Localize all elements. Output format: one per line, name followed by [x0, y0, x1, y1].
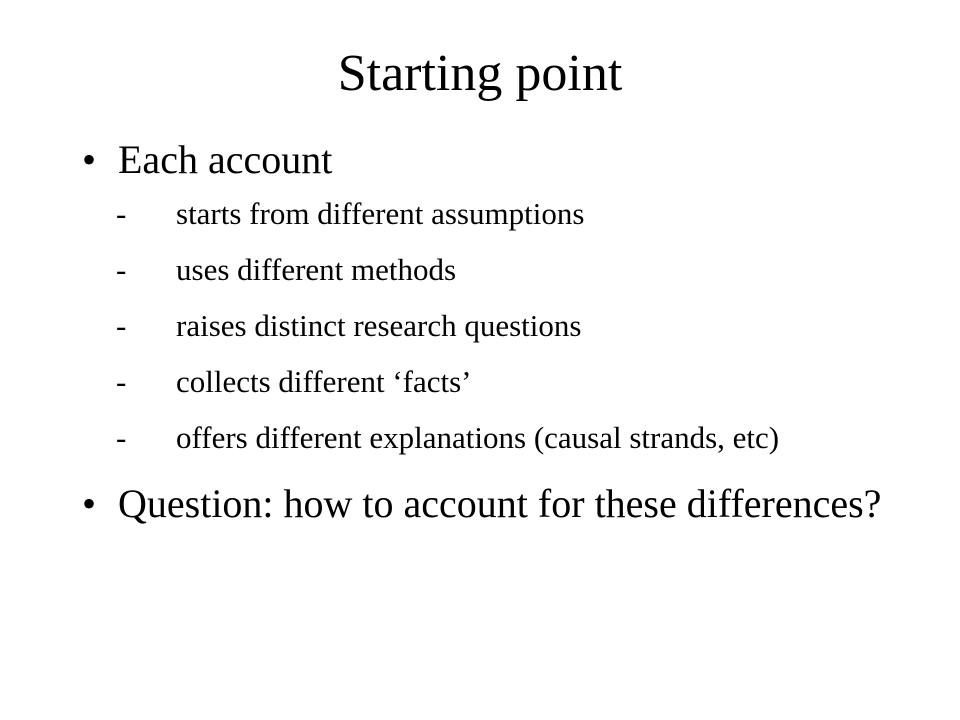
sub-bullet-item [82, 364, 922, 400]
bullet-item [82, 138, 922, 182]
bullet-item [82, 482, 922, 526]
sub-bullet-item [82, 420, 922, 456]
sub-bullet-text: uses different methods [176, 252, 457, 287]
slide-body [82, 138, 922, 526]
sub-bullet-text: offers different explanations (causal strands, etc) [176, 420, 780, 455]
dash-marker: - [116, 364, 127, 399]
bullet-text: Each account [118, 137, 333, 182]
bullet-marker: • [82, 481, 97, 526]
bullet-marker: • [82, 137, 97, 182]
dash-marker: - [116, 420, 127, 455]
sub-bullet-text: starts from different assumptions [176, 196, 585, 231]
sub-bullet-item [82, 308, 922, 344]
sub-bullet-item [82, 196, 922, 232]
sub-bullet-text: collects different ‘facts’ [176, 364, 472, 399]
slide-title: Starting point [337, 45, 623, 102]
sub-bullet-list [82, 196, 922, 456]
sub-bullet-text: raises distinct research questions [176, 308, 582, 343]
dash-marker: - [116, 308, 127, 343]
sub-bullet-item [82, 252, 922, 288]
dash-marker: - [116, 252, 127, 287]
bullet-text: Question: how to account for these differences? [118, 481, 882, 526]
dash-marker: - [116, 196, 127, 231]
